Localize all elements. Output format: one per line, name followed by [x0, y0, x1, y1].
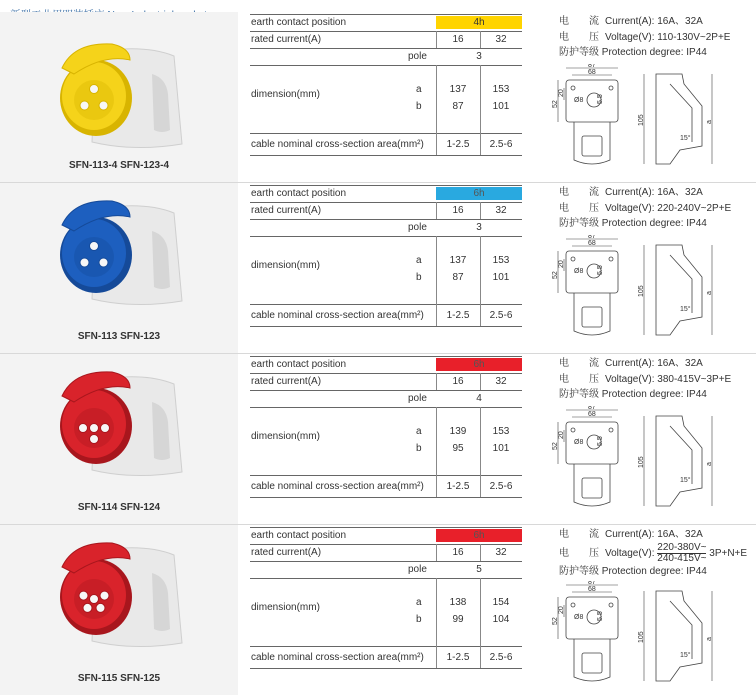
dimension-drawing [552, 235, 722, 347]
side-view-body [656, 591, 702, 681]
rated-current-value: 32 [495, 376, 507, 387]
rated-current-value: 32 [495, 547, 507, 558]
protection-en-label: Protection degree: [601, 47, 684, 58]
pin-hole-shape [99, 258, 108, 267]
angle-15-text: 15° [680, 477, 691, 484]
front-view-cap [582, 136, 602, 156]
table-rule [250, 390, 522, 391]
pin-hole-shape [90, 595, 99, 604]
dimension-52-text: 52 [552, 100, 559, 108]
voltage-stack [657, 543, 706, 564]
current-spec-line [559, 14, 730, 30]
mount-hole [609, 603, 613, 607]
mount-hole [571, 603, 575, 607]
dimension-d8-text: Ø8 [574, 268, 584, 275]
protection-en-label: Protection degree: [601, 218, 684, 229]
earth-contact-label: earth contact position [251, 359, 347, 370]
dimension-a-value: 138 [449, 597, 467, 608]
table-rule [250, 236, 522, 237]
table-rule [250, 155, 522, 156]
table-rule [250, 202, 522, 203]
front-view-cap [582, 653, 602, 673]
socket-photo [34, 191, 204, 311]
dimension-b-value: 87 [452, 272, 464, 283]
dimension-d8-text: Ø8 [574, 614, 584, 621]
product-photo-panel [0, 12, 238, 182]
pole-label: pole [408, 564, 427, 575]
table-rule [250, 65, 522, 66]
electrical-specs [559, 356, 731, 403]
cable-area-value: 2.5-6 [489, 310, 513, 321]
rated-current-value: 16 [452, 376, 464, 387]
product-row [0, 183, 756, 353]
product-photo-panel [0, 183, 238, 353]
dimension-a-value: 153 [492, 84, 510, 95]
table-rule [250, 544, 522, 545]
cable-area-value: 2.5-6 [489, 139, 513, 150]
product-row [0, 12, 756, 182]
voltage-zh-label: 电 [559, 373, 569, 385]
dimension-105-text: 105 [638, 456, 645, 468]
cable-area-label: cable nominal cross-section area(mm²) [251, 310, 424, 321]
dimension-87-text: 87 [588, 235, 596, 240]
rated-current-value: 32 [495, 34, 507, 45]
voltage-zh-label-2: 压 [589, 373, 599, 385]
cable-area-value: 1-2.5 [446, 310, 470, 321]
dimension-a-value: 137 [449, 255, 467, 266]
table-rule [250, 326, 522, 327]
current-zh-label-2: 流 [589, 529, 599, 540]
voltage-spec-line [559, 30, 730, 46]
table-rule [250, 668, 522, 669]
voltage-en-label: Voltage(V): [605, 31, 655, 43]
current-value: 16A、32A [657, 16, 703, 27]
dimension-a-value: 137 [449, 84, 467, 95]
side-view-inner [670, 601, 692, 659]
side-view-inner [670, 255, 692, 313]
earth-contact-label: earth contact position [251, 530, 347, 541]
rated-current-label: rated current(A) [251, 376, 322, 387]
side-view-inner [670, 84, 692, 142]
current-zh-label: 电 [559, 529, 569, 540]
current-zh-label: 电 [559, 187, 569, 198]
product-row [0, 525, 756, 695]
dimension-68-text: 68 [588, 69, 596, 76]
current-en-label: Current(A): [605, 16, 655, 27]
spec-table [250, 14, 522, 174]
angle-15-text: 15° [680, 135, 691, 142]
current-en-label: Current(A): [605, 187, 655, 198]
protection-spec-line [559, 45, 730, 61]
dimension-drawing [552, 581, 722, 693]
current-zh-label-2: 流 [589, 358, 599, 369]
dimension-b-value: 104 [492, 614, 510, 625]
earth-contact-badge: 6h [436, 358, 522, 371]
dimension-105-text: 105 [638, 114, 645, 126]
dimension-105-text: 105 [638, 285, 645, 297]
dimension-87-text: 87 [588, 581, 596, 586]
rated-current-label: rated current(A) [251, 547, 322, 558]
dimension-68-text: 68 [588, 240, 596, 247]
cable-area-label: cable nominal cross-section area(mm²) [251, 139, 424, 150]
pole-value: 3 [476, 51, 482, 62]
table-rule [250, 578, 522, 579]
dimension-d8-text: Ø8 [574, 439, 584, 446]
pin-hole-shape [100, 591, 109, 600]
voltage-en-label: Voltage(V): [605, 547, 655, 559]
dimension-a-value: 154 [492, 597, 510, 608]
table-rule [250, 373, 522, 374]
table-rule [250, 407, 522, 408]
spec-table [250, 185, 522, 345]
cable-area-label: cable nominal cross-section area(mm²) [251, 652, 424, 663]
side-view-body [656, 245, 702, 335]
cable-area-label: cable nominal cross-section area(mm²) [251, 481, 424, 492]
side-view-inner [670, 426, 692, 484]
mount-hole [609, 257, 613, 261]
protection-spec-line [559, 564, 747, 580]
table-rule [250, 14, 522, 15]
cable-area-value: 1-2.5 [446, 139, 470, 150]
dimension-20-text: 20 [558, 431, 565, 439]
current-spec-line [559, 527, 747, 543]
dimension-a-value: 139 [449, 426, 467, 437]
protection-value: IP44 [686, 389, 707, 400]
protection-value: IP44 [686, 565, 707, 577]
product-photo-panel [0, 354, 238, 524]
protection-spec-line [559, 216, 731, 232]
voltage-zh-label: 电 [559, 202, 569, 214]
table-rule [250, 133, 522, 134]
socket-photo [34, 362, 204, 482]
pole-value: 3 [476, 222, 482, 233]
pin-hole-shape [79, 591, 88, 600]
current-en-label: Current(A): [605, 358, 655, 369]
pole-label: pole [408, 51, 427, 62]
cable-area-value: 1-2.5 [446, 652, 470, 663]
rated-current-value: 16 [452, 547, 464, 558]
table-column-rule [436, 65, 437, 133]
table-rule [250, 304, 522, 305]
dimension-52-text: 52 [552, 617, 559, 625]
protection-value: IP44 [686, 47, 707, 58]
cable-area-value: 2.5-6 [489, 481, 513, 492]
voltage-zh-label-2: 压 [589, 202, 599, 214]
dimension-20-text: 20 [558, 606, 565, 614]
protection-spec-line [559, 387, 731, 403]
dimension-drawing [552, 64, 722, 176]
table-rule [250, 527, 522, 528]
socket-photo [34, 34, 204, 154]
voltage-en-label: Voltage(V): [605, 373, 655, 385]
table-column-rule [480, 407, 481, 475]
dimension-5-text: 5.5 [597, 436, 604, 446]
pole-value: 5 [476, 564, 482, 575]
spec-table [250, 356, 522, 516]
pin-hole-shape [80, 101, 89, 110]
mount-hole [571, 428, 575, 432]
dimension-87-text: 87 [588, 406, 596, 411]
protection-en-label: Protection degree: [601, 565, 684, 577]
pole-label: pole [408, 222, 427, 233]
table-rule [250, 475, 522, 476]
dimension-b-value: 87 [452, 101, 464, 112]
model-label: SFN-113-4 SFN-123-4 [68, 160, 170, 171]
current-zh-label: 电 [559, 16, 569, 27]
mount-hole [571, 257, 575, 261]
product-row [0, 354, 756, 524]
earth-contact-label: earth contact position [251, 188, 347, 199]
front-view-cap [582, 307, 602, 327]
voltage-value: 220-240V~2P+E [657, 202, 732, 214]
current-zh-label-2: 流 [589, 187, 599, 198]
side-view-body [656, 74, 702, 164]
dimension-a-label: a [416, 426, 422, 437]
earth-contact-badge: 6h [436, 529, 522, 542]
voltage-spec-line [559, 372, 731, 388]
protection-zh-label: 防护等级 [559, 47, 599, 58]
dimension-b-label: b [416, 272, 422, 283]
table-column-rule [436, 578, 437, 646]
protection-en-label: Protection degree: [601, 389, 684, 400]
cable-area-value: 1-2.5 [446, 481, 470, 492]
earth-contact-badge: 4h [436, 16, 522, 29]
mount-hole [571, 86, 575, 90]
pole-label: pole [408, 393, 427, 404]
voltage-zh-label: 电 [559, 547, 569, 559]
mount-hole [609, 428, 613, 432]
table-column-rule [480, 236, 481, 304]
rated-current-label: rated current(A) [251, 205, 322, 216]
voltage-zh-label-2: 压 [589, 31, 599, 43]
pin-hole-shape [96, 603, 105, 612]
dimension-label: dimension(mm) [251, 260, 320, 271]
pin-hole-shape [101, 424, 110, 433]
front-view-cap [582, 478, 602, 498]
table-rule [250, 219, 522, 220]
pin-hole-shape [90, 424, 99, 433]
protection-zh-label: 防护等级 [559, 565, 599, 577]
dimension-a-text: a [706, 462, 713, 466]
angle-15-text: 15° [680, 306, 691, 313]
model-label: SFN-115 SFN-125 [77, 673, 161, 684]
angle-15-text: 15° [680, 652, 691, 659]
voltage-zh-label-2: 压 [589, 547, 599, 559]
pin-hole-shape [90, 242, 99, 251]
product-photo-panel [0, 525, 238, 695]
table-rule [250, 356, 522, 357]
mount-hole [609, 86, 613, 90]
rated-current-label: rated current(A) [251, 34, 322, 45]
dimension-20-text: 20 [558, 89, 565, 97]
pin-hole-shape [99, 101, 108, 110]
voltage-zh-label: 电 [559, 31, 569, 43]
dimension-5-text: 5.5 [597, 94, 604, 104]
dimension-68-text: 68 [588, 586, 596, 593]
pin-hole-shape [90, 435, 99, 444]
dimension-b-value: 101 [492, 101, 510, 112]
table-rule [250, 497, 522, 498]
protection-zh-label: 防护等级 [559, 389, 599, 400]
table-rule [250, 561, 522, 562]
dimension-a-label: a [416, 84, 422, 95]
pin-hole-shape [79, 424, 88, 433]
earth-contact-label: earth contact position [251, 17, 347, 28]
electrical-specs [559, 185, 731, 232]
table-column-rule [480, 578, 481, 646]
voltage-value-top: 220-380V~ [657, 541, 707, 553]
dimension-5-text: 5.5 [597, 265, 604, 275]
rated-current-value: 16 [452, 34, 464, 45]
model-label: SFN-114 SFN-124 [77, 502, 161, 513]
table-rule [250, 646, 522, 647]
electrical-specs [559, 527, 747, 579]
dimension-b-value: 101 [492, 272, 510, 283]
dimension-b-label: b [416, 614, 422, 625]
voltage-value-bottom: 240-415V~ [657, 552, 707, 564]
current-value: 16A、32A [657, 358, 703, 369]
voltage-spec-line [559, 201, 731, 217]
dimension-a-text: a [706, 120, 713, 124]
pole-value: 4 [476, 393, 482, 404]
rated-current-value: 16 [452, 205, 464, 216]
protection-value: IP44 [686, 218, 707, 229]
dimension-d8-text: Ø8 [574, 97, 584, 104]
side-view-body [656, 416, 702, 506]
current-value: 16A、32A [657, 529, 703, 540]
voltage-en-label: Voltage(V): [605, 202, 655, 214]
dimension-a-value: 153 [492, 255, 510, 266]
dimension-105-text: 105 [638, 631, 645, 643]
protection-zh-label: 防护等级 [559, 218, 599, 229]
current-zh-label: 电 [559, 358, 569, 369]
voltage-value: 380-415V~3P+E [657, 373, 732, 385]
dimension-b-value: 95 [452, 443, 464, 454]
dimension-20-text: 20 [558, 260, 565, 268]
electrical-specs [559, 14, 730, 61]
current-zh-label-2: 流 [589, 16, 599, 27]
rated-current-value: 32 [495, 205, 507, 216]
pin-hole-shape [83, 603, 92, 612]
table-rule [250, 31, 522, 32]
model-label: SFN-113 SFN-123 [77, 331, 161, 342]
current-value: 16A、32A [657, 187, 703, 198]
front-view-skirt [574, 464, 610, 506]
table-column-rule [436, 407, 437, 475]
table-rule [250, 185, 522, 186]
dimension-a-value: 153 [492, 426, 510, 437]
dimension-a-text: a [706, 291, 713, 295]
dimension-5-text: 5.5 [597, 611, 604, 621]
socket-photo [34, 533, 204, 653]
voltage-spec-line [559, 543, 747, 564]
pin-hole-shape [90, 85, 99, 94]
dimension-drawing [552, 406, 722, 518]
dimension-a-label: a [416, 255, 422, 266]
table-column-rule [436, 236, 437, 304]
dimension-label: dimension(mm) [251, 431, 320, 442]
current-spec-line [559, 356, 731, 372]
dimension-68-text: 68 [588, 411, 596, 418]
table-column-rule [480, 65, 481, 133]
front-view-skirt [574, 122, 610, 164]
front-view-skirt [574, 639, 610, 681]
dimension-b-label: b [416, 443, 422, 454]
voltage-value: 110-130V~2P+E [657, 31, 731, 43]
dimension-52-text: 52 [552, 271, 559, 279]
front-view-skirt [574, 293, 610, 335]
dimension-a-label: a [416, 597, 422, 608]
dimension-87-text: 87 [588, 64, 596, 69]
dimension-label: dimension(mm) [251, 89, 320, 100]
current-en-label: Current(A): [605, 529, 655, 540]
table-rule [250, 48, 522, 49]
earth-contact-badge: 6h [436, 187, 522, 200]
current-spec-line [559, 185, 731, 201]
spec-table [250, 527, 522, 687]
pin-hole-shape [80, 258, 89, 267]
dimension-a-text: a [706, 637, 713, 641]
dimension-b-value: 99 [452, 614, 464, 625]
dimension-b-label: b [416, 101, 422, 112]
dimension-b-value: 101 [492, 443, 510, 454]
cable-area-value: 2.5-6 [489, 652, 513, 663]
dimension-52-text: 52 [552, 442, 559, 450]
dimension-label: dimension(mm) [251, 602, 320, 613]
voltage-suffix: 3P+N+E [709, 547, 748, 559]
